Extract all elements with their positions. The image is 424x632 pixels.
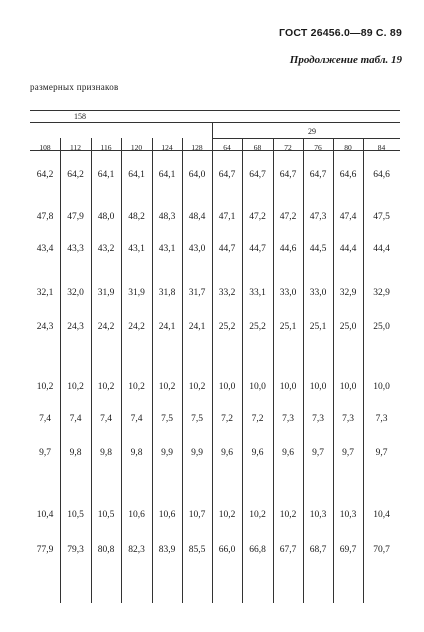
- table-cell: 10,3: [339, 510, 357, 520]
- table-cell: 44,6: [279, 244, 297, 254]
- table-cell: 7,4: [69, 414, 82, 424]
- table-cell: 79,3: [67, 545, 84, 555]
- column-header: 64: [223, 143, 231, 152]
- table-cell: 47,2: [249, 212, 266, 222]
- table-cell: 7,2: [221, 414, 233, 424]
- page-header: ГОСТ 26456.0—89 С. 89: [279, 27, 402, 39]
- table-cell: 64,1: [158, 170, 176, 180]
- table-cell: 25,0: [373, 322, 390, 332]
- column-separator-line: [152, 138, 153, 603]
- table-cell: 64,6: [373, 170, 390, 180]
- column-header: 108: [39, 143, 51, 152]
- table-cell: 10,2: [36, 382, 54, 392]
- table-cell: 47,8: [36, 212, 54, 222]
- table-cell: 7,4: [130, 414, 143, 424]
- column-separator-line: [242, 138, 243, 603]
- column-header: 84: [377, 143, 386, 152]
- column-header: 112: [70, 143, 81, 152]
- table-cell: 44,7: [249, 244, 266, 254]
- table-cell: 70,7: [373, 545, 390, 555]
- table-cell: 7,5: [191, 414, 203, 424]
- table-cell: 10,7: [188, 510, 206, 520]
- table-cell: 31,7: [188, 288, 206, 298]
- table-cell: 64,1: [128, 170, 145, 180]
- table-cell: 64,7: [309, 170, 327, 180]
- table-cell: 24,2: [128, 322, 145, 332]
- column-header: 80: [344, 143, 352, 152]
- table-caption: размерных признаков: [30, 82, 119, 92]
- table-cell: 9,7: [342, 448, 354, 458]
- table-cell: 66,8: [249, 545, 266, 555]
- table-cell: 43,3: [67, 244, 84, 254]
- table-cell: 10,0: [218, 382, 236, 392]
- table-cell: 10,2: [67, 382, 84, 392]
- table-cell: 31,8: [158, 288, 176, 298]
- table-cell: 33,0: [279, 288, 297, 298]
- table-cell: 10,0: [373, 382, 390, 392]
- column-header: 116: [100, 143, 112, 152]
- group-divider-rule: [30, 122, 400, 123]
- table-cell: 32,9: [373, 288, 390, 298]
- table-cell: 24,3: [36, 322, 54, 332]
- column-header: 76: [314, 143, 322, 152]
- table-cell: 47,1: [218, 212, 236, 222]
- table-cell: 44,4: [373, 244, 390, 254]
- table-cell: 68,7: [309, 545, 327, 555]
- column-separator-line: [121, 138, 122, 603]
- table-cell: 10,6: [158, 510, 176, 520]
- table-cell: 64,7: [218, 170, 236, 180]
- table-cell: 48,3: [158, 212, 176, 222]
- table-cell: 10,3: [309, 510, 327, 520]
- table-cell: 10,2: [97, 382, 115, 392]
- table-cell: 25,2: [249, 322, 266, 332]
- table-cell: 32,0: [67, 288, 84, 298]
- table-cell: 10,5: [67, 510, 84, 520]
- table-cell: 10,0: [339, 382, 357, 392]
- subgroup-rule: [212, 138, 400, 139]
- table-cell: 48,4: [188, 212, 206, 222]
- table-cell: 10,4: [373, 510, 390, 520]
- table-cell: 9,8: [69, 448, 82, 458]
- table-cell: 85,5: [188, 545, 206, 555]
- table-cell: 7,5: [161, 414, 173, 424]
- column-header: 128: [191, 143, 203, 152]
- group-label-29: 29: [308, 127, 316, 136]
- table-cell: 32,1: [36, 288, 54, 298]
- column-separator-line: [182, 138, 183, 603]
- table-cell: 10,2: [128, 382, 145, 392]
- table-cell: 69,7: [339, 545, 357, 555]
- table-cell: 7,3: [342, 414, 354, 424]
- table-cell: 64,7: [249, 170, 266, 180]
- table-cell: 32,9: [339, 288, 357, 298]
- table-cell: 9,7: [375, 448, 388, 458]
- table-cell: 44,4: [339, 244, 357, 254]
- table-cell: 24,2: [97, 322, 115, 332]
- column-separator-line: [333, 138, 334, 603]
- column-separator-line: [212, 138, 213, 603]
- table-cell: 48,0: [97, 212, 115, 222]
- table-cell: 24,3: [67, 322, 84, 332]
- table-cell: 25,2: [218, 322, 236, 332]
- table-cell: 44,5: [309, 244, 327, 254]
- table-cell: 64,7: [279, 170, 297, 180]
- table-cell: 10,0: [309, 382, 327, 392]
- table-cell: 64,2: [67, 170, 84, 180]
- table-cell: 47,4: [339, 212, 357, 222]
- column-header: 120: [130, 143, 143, 152]
- column-header: 68: [253, 143, 262, 152]
- table-cell: 10,2: [218, 510, 236, 520]
- table-cell: 82,3: [128, 545, 145, 555]
- table-cell: 10,0: [279, 382, 297, 392]
- table-cell: 64,1: [97, 170, 115, 180]
- table-cell: 43,1: [158, 244, 176, 254]
- table-cell: 10,2: [249, 510, 266, 520]
- column-header: 72: [284, 143, 292, 152]
- table-cell: 7,3: [282, 414, 294, 424]
- table-cell: 9,7: [312, 448, 324, 458]
- table-cell: 48,2: [128, 212, 145, 222]
- table-cell: 83,9: [158, 545, 176, 555]
- column-separator-line: [60, 138, 61, 603]
- table-cell: 9,6: [221, 448, 233, 458]
- table-cell: 10,6: [128, 510, 145, 520]
- table-cell: 47,5: [373, 212, 390, 222]
- table-cell: 64,6: [339, 170, 357, 180]
- table-cell: 44,7: [218, 244, 236, 254]
- table-cell: 24,1: [188, 322, 206, 332]
- table-cell: 25,1: [309, 322, 327, 332]
- column-header: 124: [161, 143, 173, 152]
- table-cell: 25,1: [279, 322, 297, 332]
- column-separator-line: [91, 138, 92, 603]
- table-cell: 9,9: [191, 448, 203, 458]
- table-cell: 43,1: [128, 244, 145, 254]
- table-cell: 47,2: [279, 212, 297, 222]
- table-cell: 25,0: [339, 322, 357, 332]
- table-cell: 9,8: [100, 448, 112, 458]
- table-cell: 33,0: [309, 288, 327, 298]
- table-cell: 31,9: [128, 288, 145, 298]
- table-cell: 10,2: [188, 382, 206, 392]
- table-cell: 66,0: [218, 545, 236, 555]
- table-cell: 31,9: [97, 288, 115, 298]
- table-cell: 43,0: [188, 244, 206, 254]
- group-label-158: 158: [74, 112, 86, 121]
- table-continuation-title: Продолжение табл. 19: [289, 54, 402, 66]
- column-separator-line: [303, 138, 304, 603]
- table-cell: 64,0: [188, 170, 206, 180]
- column-separator-line: [363, 138, 364, 603]
- table-cell: 33,2: [218, 288, 236, 298]
- table-cell: 9,6: [251, 448, 264, 458]
- table-cell: 9,9: [161, 448, 173, 458]
- column-separator-line: [273, 138, 274, 603]
- table-cell: 10,2: [279, 510, 297, 520]
- table-cell: 80,8: [97, 545, 115, 555]
- table-cell: 7,2: [251, 414, 264, 424]
- table-cell: 47,3: [309, 212, 327, 222]
- table-cell: 24,1: [158, 322, 176, 332]
- table-cell: 67,7: [279, 545, 297, 555]
- table-top-rule: [30, 110, 400, 111]
- table-cell: 7,4: [39, 414, 51, 424]
- table-cell: 43,4: [36, 244, 54, 254]
- table-cell: 33,1: [249, 288, 266, 298]
- table-cell: 10,0: [249, 382, 266, 392]
- table-cell: 47,9: [67, 212, 84, 222]
- table-cell: 77,9: [36, 545, 54, 555]
- table-cell: 9,8: [130, 448, 143, 458]
- table-cell: 10,2: [158, 382, 176, 392]
- table-cell: 9,7: [39, 448, 51, 458]
- table-cell: 7,4: [100, 414, 112, 424]
- table-cell: 10,5: [97, 510, 115, 520]
- table-cell: 7,3: [375, 414, 388, 424]
- table-cell: 64,2: [36, 170, 54, 180]
- table-cell: 9,6: [282, 448, 294, 458]
- table-cell: 43,2: [97, 244, 115, 254]
- table-cell: 7,3: [312, 414, 324, 424]
- table-cell: 10,4: [36, 510, 54, 520]
